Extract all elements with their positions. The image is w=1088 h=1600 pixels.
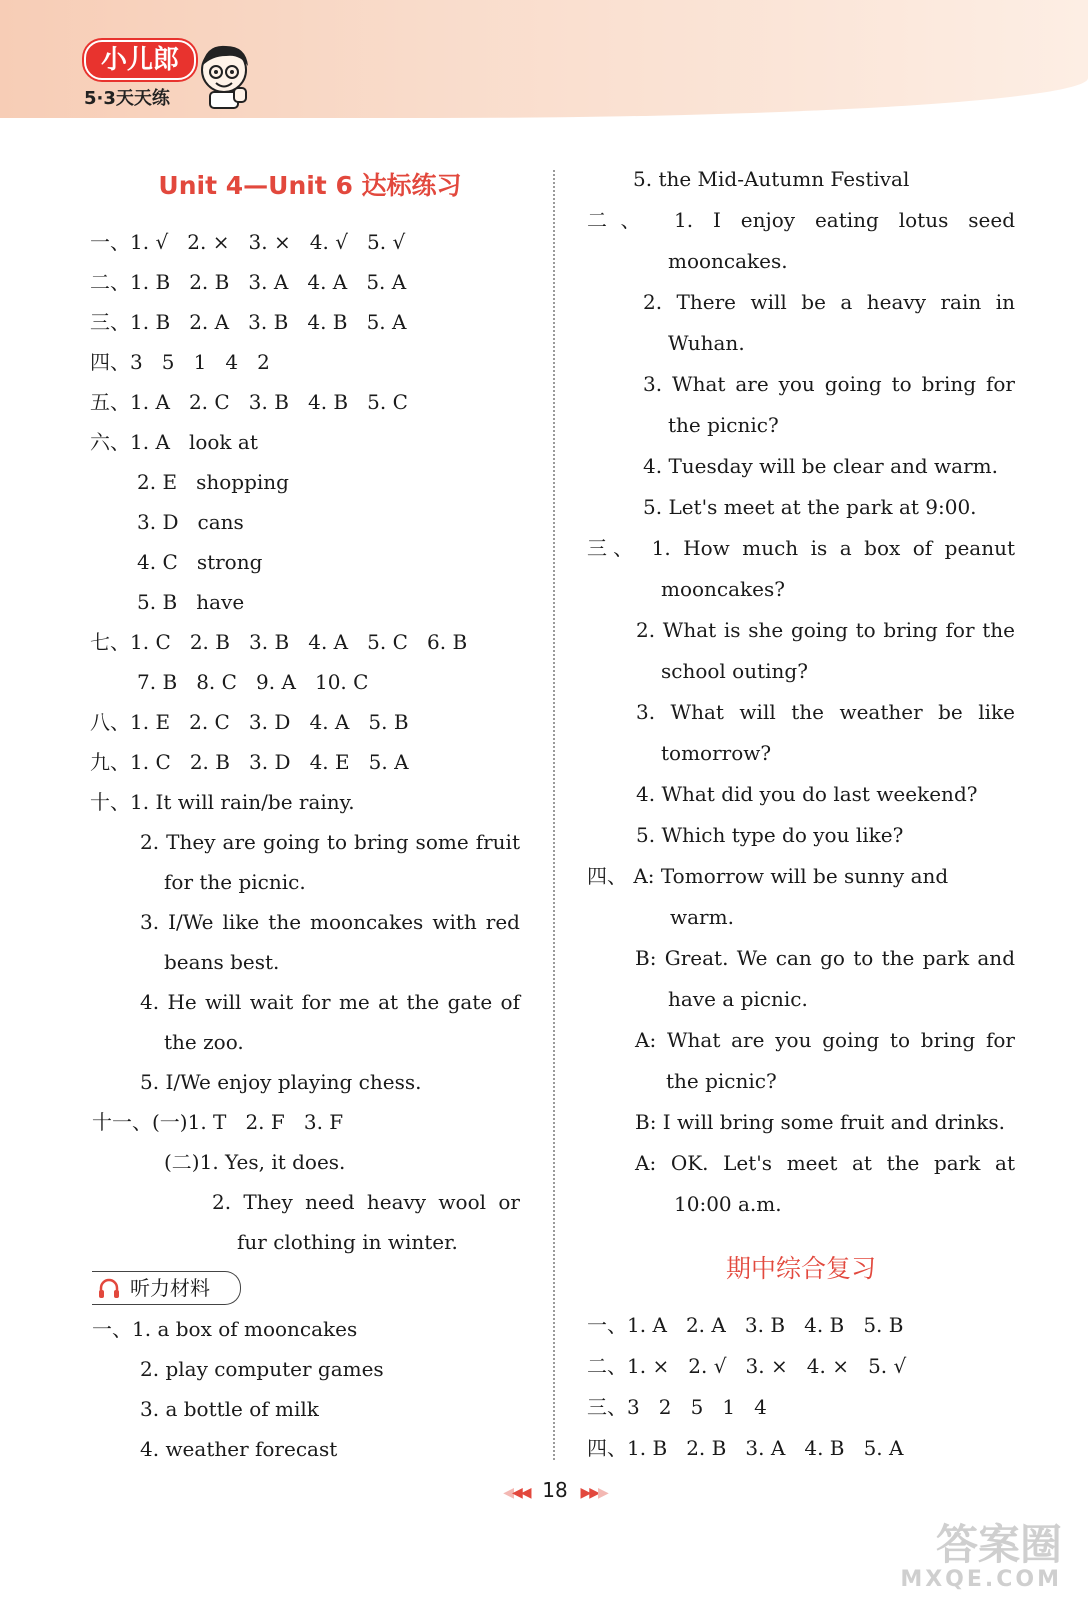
- dialogue-line: B: Great. We can go to the park and: [635, 946, 1015, 970]
- dialogue-line: A: What are you going to bring for: [635, 1028, 1015, 1052]
- dialogue-line: the picnic?: [666, 1069, 777, 1093]
- watermark-url: MXQE.COM: [900, 1567, 1062, 1592]
- answer-line: the picnic?: [668, 413, 779, 437]
- answer-line: 4. Tuesday will be clear and warm.: [643, 454, 998, 478]
- answer-line: 2. E shopping: [137, 470, 289, 494]
- answer-line: tomorrow?: [661, 741, 772, 765]
- answer-line: 4. C strong: [137, 550, 263, 574]
- answer-line: 二、1. × 2. √ 3. × 4. × 5. √: [587, 1354, 907, 1378]
- answer-line: 五、1. A 2. C 3. B 4. B 5. C: [90, 390, 408, 414]
- answer-line: 2. They are going to bring some fruit: [140, 830, 520, 854]
- answer-line: 九、1. C 2. B 3. D 4. E 5. A: [90, 750, 409, 774]
- brand-logo: [84, 40, 196, 110]
- answer-line: 3. What are you going to bring for: [643, 372, 1015, 396]
- watermark-title: 答案圈: [935, 1520, 1062, 1569]
- listening-line: 5. the Mid-Autumn Festival: [633, 167, 910, 191]
- answer-line: 八、1. E 2. C 3. D 4. A 5. B: [90, 710, 409, 734]
- answer-line: 2. They need heavy wool or: [212, 1190, 520, 1214]
- answer-line: beans best.: [164, 950, 280, 974]
- answer-line: 三、3 2 5 1 4: [587, 1395, 767, 1419]
- column-divider: [553, 170, 555, 1460]
- answer-line: 5. I/We enjoy playing chess.: [140, 1070, 422, 1094]
- listening-line: 4. weather forecast: [140, 1437, 338, 1461]
- answer-line: 3. What will the weather be like: [636, 700, 1015, 724]
- listening-material-badge: [92, 1271, 241, 1305]
- answer-line: for the picnic.: [164, 870, 306, 894]
- logo-series-text: 5·3天天练: [84, 88, 170, 109]
- answer-line: 三、 1. How much is a box of peanut: [587, 536, 1015, 560]
- dialogue-line: B: I will bring some fruit and drinks.: [635, 1110, 1005, 1134]
- answer-line: 二、 1. I enjoy eating lotus seed: [587, 208, 1015, 232]
- listening-line: 2. play computer games: [140, 1357, 384, 1381]
- answer-line: 四、3 5 1 4 2: [90, 350, 270, 374]
- answer-line: 十一、(一)1. T 2. F 3. F: [92, 1110, 344, 1134]
- dialogue-line: 10:00 a.m.: [674, 1192, 782, 1216]
- prev-arrows-icon: ◀◀◀: [503, 1485, 530, 1501]
- answer-line: 2. There will be a heavy rain in: [643, 290, 1015, 314]
- answer-line: the zoo.: [164, 1030, 244, 1054]
- answer-line: 一、1. √ 2. × 3. × 4. √ 5. √: [90, 230, 406, 254]
- watermark: [900, 1520, 1062, 1592]
- dialogue-line: have a picnic.: [668, 987, 808, 1011]
- answer-line: fur clothing in winter.: [237, 1230, 458, 1254]
- section-title-unit4-6: Unit 4—Unit 6 达标练习: [158, 171, 462, 200]
- answer-line: 7. B 8. C 9. A 10. C: [137, 670, 369, 694]
- logo-brand-text: 小儿郎: [84, 40, 196, 80]
- section-title-midterm-review: 期中综合复习: [725, 1254, 876, 1283]
- answer-line: school outing?: [661, 659, 808, 683]
- page-number: 18: [542, 1478, 568, 1502]
- dialogue-line: warm.: [670, 905, 734, 929]
- listening-line: 3. a bottle of milk: [140, 1397, 319, 1421]
- answer-line: 四、1. B 2. B 3. A 4. B 5. A: [587, 1436, 904, 1460]
- answer-line: 4. He will wait for me at the gate of: [140, 990, 520, 1014]
- answer-line: 4. What did you do last weekend?: [636, 782, 978, 806]
- answer-line: mooncakes.: [668, 249, 788, 273]
- listening-material-label: 听力材料: [130, 1276, 210, 1300]
- answer-line: 一、1. A 2. A 3. B 4. B 5. B: [587, 1313, 904, 1337]
- headphones-icon: [96, 1275, 122, 1301]
- dialogue-line: 四、 A: Tomorrow will be sunny and: [587, 864, 949, 888]
- answer-line: 三、1. B 2. A 3. B 4. B 5. A: [90, 310, 407, 334]
- page-footer: [470, 1478, 640, 1502]
- answer-line: Wuhan.: [668, 331, 745, 355]
- next-arrows-icon: ▶▶▶: [580, 1485, 607, 1501]
- answer-line: 七、1. C 2. B 3. B 4. A 5. C 6. B: [90, 630, 468, 654]
- answer-line: 二、1. B 2. B 3. A 4. A 5. A: [90, 270, 407, 294]
- answer-line: mooncakes?: [661, 577, 785, 601]
- answer-line: 六、1. A look at: [90, 430, 258, 454]
- answer-line: 5. B have: [137, 590, 245, 614]
- answer-line: 十、1. It will rain/be rainy.: [90, 790, 355, 814]
- listening-line: 一、1. a box of mooncakes: [92, 1317, 358, 1341]
- answer-line: 3. D cans: [137, 510, 244, 534]
- dialogue-line: A: OK. Let's meet at the park at: [635, 1151, 1015, 1175]
- answer-line: 5. Which type do you like?: [636, 823, 904, 847]
- answer-line: 5. Let's meet at the park at 9:00.: [643, 495, 977, 519]
- answer-line: (二)1. Yes, it does.: [164, 1150, 346, 1174]
- answer-line: 2. What is she going to bring for the: [636, 618, 1015, 642]
- mascot-icon: [196, 38, 254, 110]
- answer-line: 3. I/We like the mooncakes with red: [140, 910, 520, 934]
